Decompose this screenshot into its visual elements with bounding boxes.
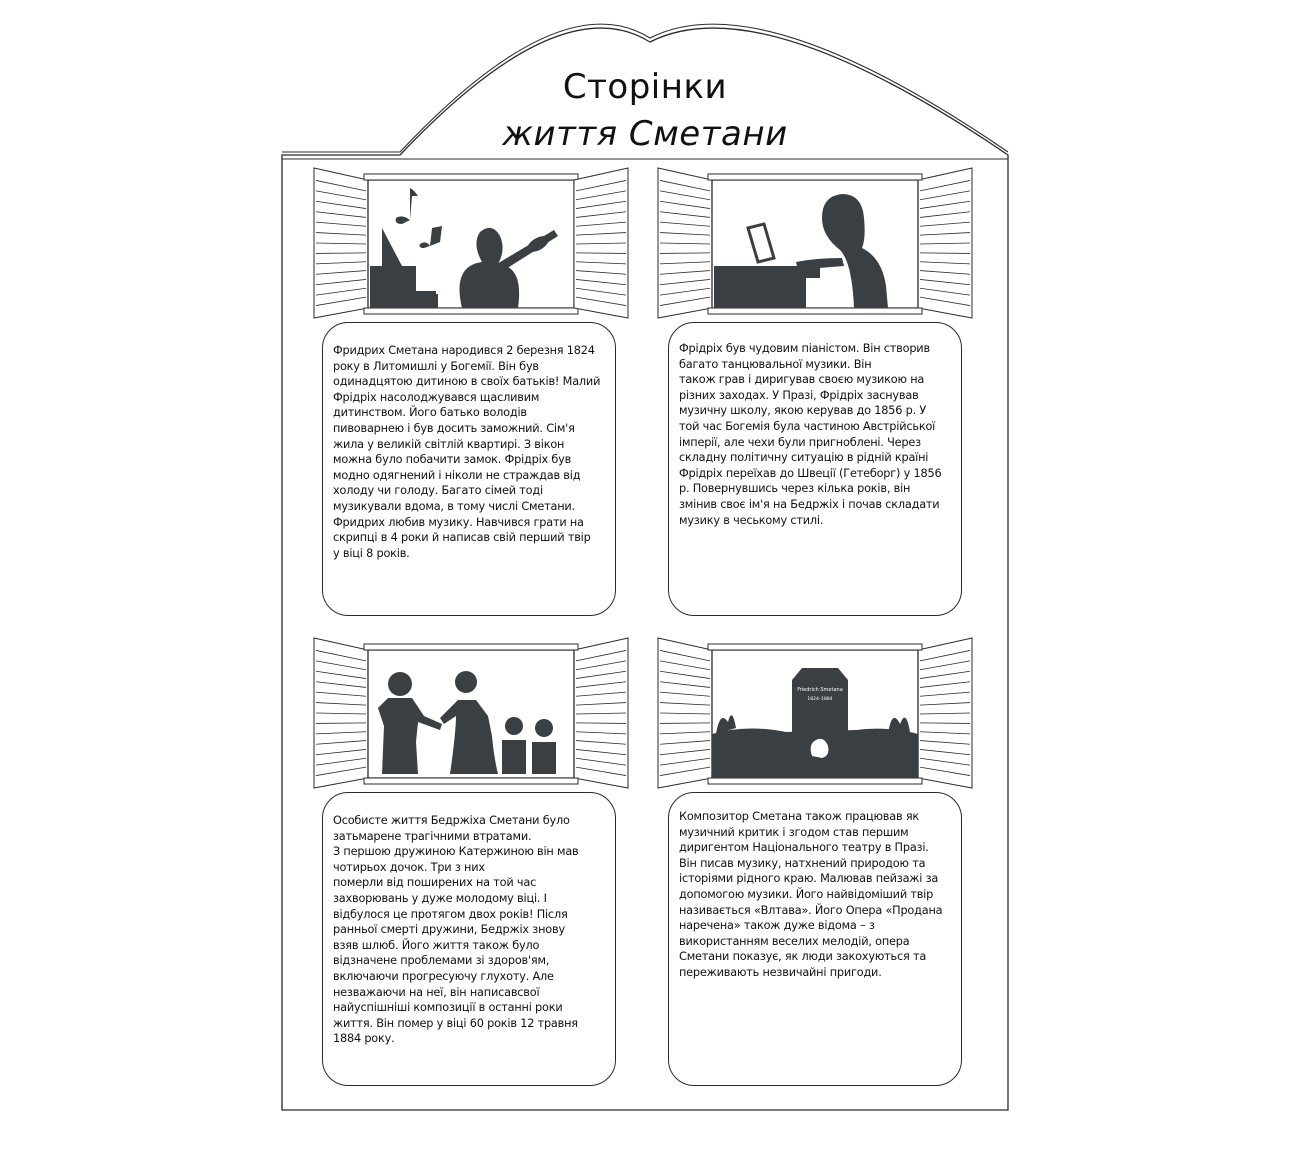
shutter-slat — [660, 253, 710, 254]
page-title-line-1: Сторінки — [562, 67, 728, 107]
window-grave-scene — [656, 636, 974, 790]
window-violin-scene — [312, 166, 630, 320]
window-pianist-scene — [656, 166, 974, 320]
card-text: Фридрих Сметана народився 2 березня 1824 року в Литомишлі у Богемії. Він був одинадцятою дитиною в своїх батьків! Малий Фрідріх насолоджувався щасливим дитинством. Його батько володів пивоварнею і був досить заможний. Сім'я жила у великій світлій квартирі. З вікон можна було побачити замок. Фрідріх був модно одягнений і ніколи не страждав від холоду чи голоду. Багато сімей тоді музикували вдома, в тому числі Сметани. Фридрих любив музику. Навчився грати на скрипці в 4 роки й написав свій перший твір у віці 8 років. — [333, 344, 601, 560]
text-card-4 — [668, 792, 962, 1086]
card-text: Фрідріх був чудовим піаністом. Він створив багато танцювальної музики. Він також грав і диригував своєю музикою на різних заходах. У Празі, Фрідріх заснував музичну школу, якою керував до 1856 р. У той час Богемія була частиною Австрійської імперії, але чехи були пригноблені. Через складну політичну ситуацію в рідній країні Фрідріх переїхав до Швеції (Гетеборг) у 1856 р. Повернувшись через кілька років, він змінив своє ім'я на Бедржіх і почав складати музику в чеському стилі. — [679, 342, 942, 527]
shutter-slat — [920, 253, 970, 254]
gravestone-years: 1824–1884 — [807, 697, 833, 702]
gravestone-name: Friedrich Smetana — [797, 687, 843, 693]
text-card-3 — [322, 792, 616, 1086]
shutter-slat — [576, 253, 626, 254]
shutter-slat — [316, 253, 366, 254]
page-title-line-2: життя Сметани — [502, 114, 788, 154]
text-card-1 — [322, 322, 616, 616]
card-text: Особисте життя Бедржіха Сметани було затьмарене трагічними втратами. З першою дружиною Катержиною він мав чотирьох дочок. Три з них померли від поширених на той час захворювань у дуже молодому віці. І відбулося це протягом двох років! Після ранньої смерті дружини, Бедржіх знову взяв шлюб. Його життя також було відзначене проблемами зі здоров'ям, включаючи прогресуючу глухоту. Але незважаючи на неї, він написавсвої найуспішніші композиції в останні роки життя. Він помер у віці 60 років 12 травня 1884 року. — [333, 814, 579, 1046]
card-text: Композитор Сметана також працював як музичний критик і згодом став першим диригентом Національного театру в Празі. Він писав музику, натхнений природою та історіями рідного краю. Малював пейзажі за допомогою музики. Його найвідоміший твір називається «Влтава». Його Опера «Продана наречена» також дуже відома – з використанням веселих мелодій, опера Сметани показує, як люди закохуються та переживають незвичайні пригоди. — [679, 810, 943, 979]
text-card-2 — [668, 322, 962, 616]
window-family-scene — [312, 636, 630, 790]
